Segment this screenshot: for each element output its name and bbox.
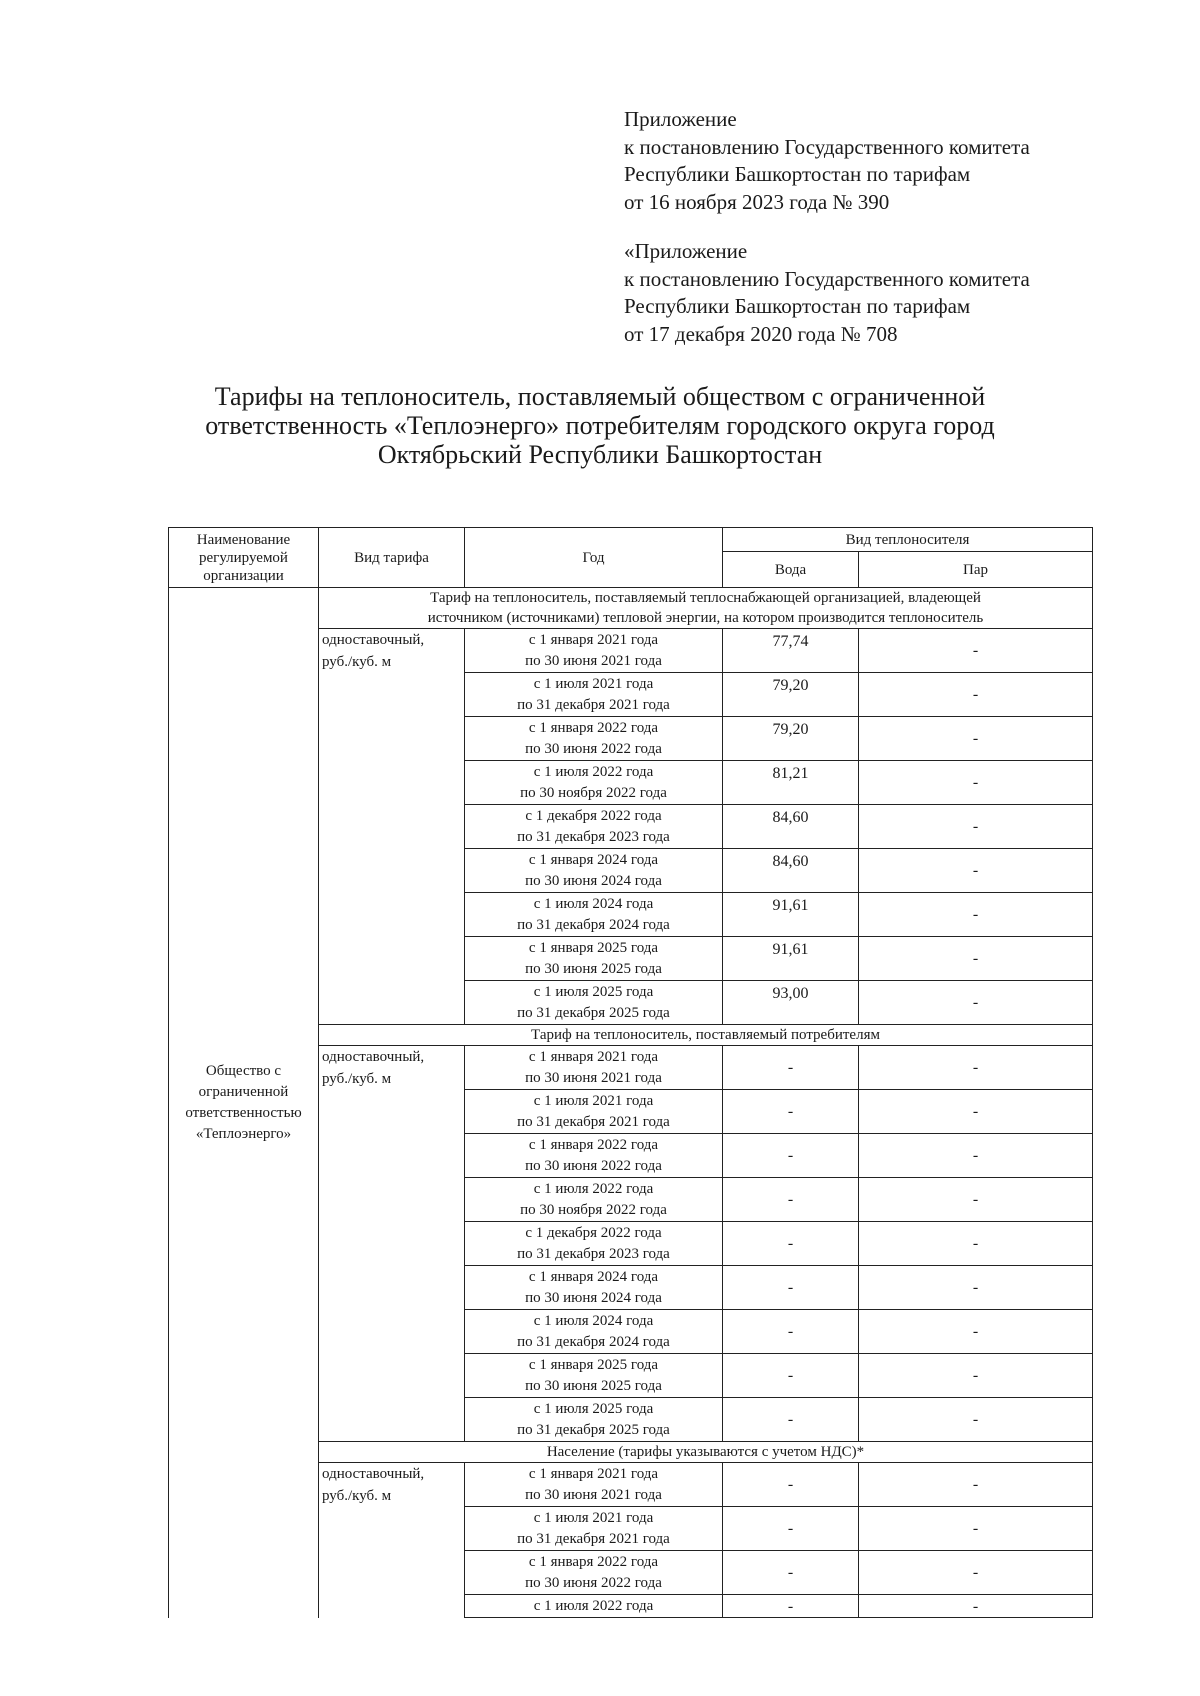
document-title <box>150 382 1050 469</box>
cell-line: с 1 июля 2022 года <box>533 1181 654 1197</box>
steam-value: - <box>859 673 1093 717</box>
title-line: ответственность «Теплоэнерго» потребителям городского округа город <box>205 411 995 440</box>
steam-value: - <box>859 1398 1093 1442</box>
water-value: 91,61 <box>723 937 859 981</box>
header-year: Год <box>465 528 723 588</box>
cell-line: по 30 июня 2022 года <box>525 741 662 757</box>
cell-line: по 30 июня 2022 года <box>525 1158 662 1174</box>
water-value: 84,60 <box>723 805 859 849</box>
appendix-original <box>624 238 1094 348</box>
period-cell <box>465 1354 723 1398</box>
period-cell <box>465 937 723 981</box>
cell-line: с 1 июля 2025 года <box>533 984 654 1000</box>
organization-cell <box>169 588 319 1618</box>
cell-line: по 30 июня 2025 года <box>525 1378 662 1394</box>
cell-line: по 31 декабря 2024 года <box>517 917 670 933</box>
water-value: - <box>723 1507 859 1551</box>
cell-line: с 1 января 2025 года <box>528 1357 659 1373</box>
steam-value: - <box>859 1463 1093 1507</box>
steam-value: - <box>859 981 1093 1025</box>
period-cell <box>465 761 723 805</box>
appendix-line: к постановлению Государственного комитета <box>624 134 1030 159</box>
cell-line: с 1 июля 2024 года <box>533 896 654 912</box>
title-line: Тарифы на теплоноситель, поставляемый обществом с ограниченной <box>214 382 986 411</box>
period-cell <box>465 1178 723 1222</box>
cell-line: по 30 июня 2021 года <box>525 653 662 669</box>
water-value: 79,20 <box>723 673 859 717</box>
period-cell <box>465 1507 723 1551</box>
title-line: Октябрьский Республики Башкортостан <box>377 440 823 469</box>
steam-value: - <box>859 1266 1093 1310</box>
cell-line: с 1 января 2025 года <box>528 940 659 956</box>
steam-value: - <box>859 937 1093 981</box>
appendix-line: от 16 ноября 2023 года № 390 <box>624 189 890 214</box>
period-cell <box>465 1222 723 1266</box>
cell-line: одноставочный, <box>322 632 425 648</box>
cell-line: с 1 января 2022 года <box>528 1554 659 1570</box>
steam-value: - <box>859 893 1093 937</box>
water-value: - <box>723 1551 859 1595</box>
section-title <box>319 588 1093 629</box>
period-cell <box>465 1310 723 1354</box>
steam-value: - <box>859 1354 1093 1398</box>
steam-value: - <box>859 805 1093 849</box>
water-value: - <box>723 1178 859 1222</box>
steam-value: - <box>859 1178 1093 1222</box>
steam-value: - <box>859 1595 1093 1618</box>
tariff-type-cell <box>319 1463 465 1618</box>
cell-line: с 1 января 2024 года <box>528 852 659 868</box>
steam-value: - <box>859 717 1093 761</box>
cell-line: с 1 июля 2025 года <box>533 1401 654 1417</box>
cell-line: по 31 декабря 2023 года <box>517 829 670 845</box>
cell-line: по 31 декабря 2021 года <box>517 1114 670 1130</box>
period-cell <box>465 1551 723 1595</box>
period-cell <box>465 805 723 849</box>
water-value: - <box>723 1310 859 1354</box>
period-cell <box>465 849 723 893</box>
cell-line: по 30 июня 2022 года <box>525 1575 662 1591</box>
steam-value: - <box>859 1507 1093 1551</box>
steam-value: - <box>859 1310 1093 1354</box>
cell-line: с 1 января 2022 года <box>528 1137 659 1153</box>
cell-line: по 31 декабря 2021 года <box>517 1531 670 1547</box>
cell-line: одноставочный, <box>322 1049 425 1065</box>
section-row <box>169 588 1093 629</box>
water-value: - <box>723 1266 859 1310</box>
cell-line: по 31 декабря 2025 года <box>517 1422 670 1438</box>
cell-line: с 1 января 2022 года <box>528 720 659 736</box>
cell-line: с 1 июля 2021 года <box>533 676 654 692</box>
period-cell <box>465 1266 723 1310</box>
period-cell <box>465 629 723 673</box>
period-cell <box>465 981 723 1025</box>
steam-value: - <box>859 1222 1093 1266</box>
cell-line: по 31 декабря 2021 года <box>517 697 670 713</box>
period-cell <box>465 893 723 937</box>
cell-line: с 1 января 2021 года <box>528 632 659 648</box>
cell-line: с 1 июля 2022 года <box>533 764 654 780</box>
cell-line: по 30 июня 2024 года <box>525 873 662 889</box>
cell-line: Тариф на теплоноситель, поставляемый теплоснабжающей организацией, владеющей <box>430 590 981 606</box>
steam-value: - <box>859 1046 1093 1090</box>
header-water: Вода <box>723 552 859 588</box>
water-value: 91,61 <box>723 893 859 937</box>
appendix-line: Республики Башкортостан по тарифам <box>624 294 971 318</box>
cell-line: с 1 июля 2022 года <box>533 1598 654 1614</box>
tariff-type-cell <box>319 629 465 1025</box>
water-value: - <box>723 1463 859 1507</box>
cell-line: по 30 июня 2024 года <box>525 1290 662 1306</box>
steam-value: - <box>859 1551 1093 1595</box>
cell-line: ограниченной <box>198 1083 289 1100</box>
cell-line: по 30 ноября 2022 года <box>520 1202 667 1218</box>
header-carrier: Вид теплоносителя <box>723 528 1093 552</box>
period-cell <box>465 1046 723 1090</box>
cell-line: с 1 декабря 2022 года <box>525 1225 662 1241</box>
cell-line: с 1 января 2021 года <box>528 1049 659 1065</box>
cell-line: по 30 ноября 2022 года <box>520 785 667 801</box>
period-cell <box>465 1134 723 1178</box>
cell-line: по 30 июня 2021 года <box>525 1070 662 1086</box>
water-value: - <box>723 1222 859 1266</box>
period-cell <box>465 1595 723 1618</box>
appendix-current <box>624 106 1094 216</box>
water-value: - <box>723 1046 859 1090</box>
cell-line: с 1 июля 2021 года <box>533 1510 654 1526</box>
tariff-type-cell <box>319 1046 465 1442</box>
appendix-header <box>624 106 1094 348</box>
water-value: 93,00 <box>723 981 859 1025</box>
water-value: 81,21 <box>723 761 859 805</box>
appendix-line: от 17 декабря 2020 года № 708 <box>624 321 898 346</box>
cell-line: «Теплоэнерго» <box>195 1125 292 1142</box>
water-value: - <box>723 1354 859 1398</box>
cell-line: с 1 января 2021 года <box>528 1466 659 1482</box>
period-cell <box>465 673 723 717</box>
cell-line: с 1 января 2024 года <box>528 1269 659 1285</box>
steam-value: - <box>859 629 1093 673</box>
cell-line: Тариф на теплоноситель, поставляемый потребителям <box>531 1027 880 1043</box>
header-steam: Пар <box>859 552 1093 588</box>
cell-line: по 31 декабря 2023 года <box>517 1246 670 1262</box>
water-value: - <box>723 1090 859 1134</box>
tariff-table <box>168 527 1093 1618</box>
header-tariff-type: Вид тарифа <box>319 528 465 588</box>
cell-line: с 1 декабря 2022 года <box>525 808 662 824</box>
cell-line: по 31 декабря 2025 года <box>517 1005 670 1021</box>
cell-line: с 1 июля 2021 года <box>533 1093 654 1109</box>
water-value: - <box>723 1134 859 1178</box>
table-body <box>169 588 1093 1618</box>
appendix-line: к постановлению Государственного комитета <box>624 266 1030 291</box>
period-cell <box>465 717 723 761</box>
water-value: - <box>723 1398 859 1442</box>
cell-line: Население (тарифы указываются с учетом НДС)* <box>546 1444 865 1460</box>
header-organization: Наименование регулируемой организации <box>169 528 319 588</box>
appendix-line: «Приложение <box>624 239 748 263</box>
cell-line: по 30 июня 2021 года <box>525 1487 662 1503</box>
water-value: - <box>723 1595 859 1618</box>
cell-line: руб./куб. м <box>322 1071 392 1087</box>
cell-line: с 1 июля 2024 года <box>533 1313 654 1329</box>
period-cell <box>465 1463 723 1507</box>
cell-line: источником (источниками) тепловой энергии, на котором производится теплоноситель <box>427 610 984 626</box>
period-cell <box>465 1090 723 1134</box>
water-value: 84,60 <box>723 849 859 893</box>
cell-line: руб./куб. м <box>322 1488 392 1504</box>
cell-line: по 31 декабря 2024 года <box>517 1334 670 1350</box>
steam-value: - <box>859 1090 1093 1134</box>
water-value: 77,74 <box>723 629 859 673</box>
cell-line: по 30 июня 2025 года <box>525 961 662 977</box>
section-title <box>319 1025 1093 1046</box>
cell-line: ответственностью <box>185 1104 302 1121</box>
cell-line: одноставочный, <box>322 1466 425 1482</box>
period-cell <box>465 1398 723 1442</box>
cell-line: Общество с <box>205 1062 282 1079</box>
appendix-line: Республики Башкортостан по тарифам <box>624 162 971 186</box>
water-value: 79,20 <box>723 717 859 761</box>
appendix-line: Приложение <box>624 107 737 131</box>
steam-value: - <box>859 1134 1093 1178</box>
section-title <box>319 1442 1093 1463</box>
cell-line: руб./куб. м <box>322 654 392 670</box>
steam-value: - <box>859 849 1093 893</box>
steam-value: - <box>859 761 1093 805</box>
